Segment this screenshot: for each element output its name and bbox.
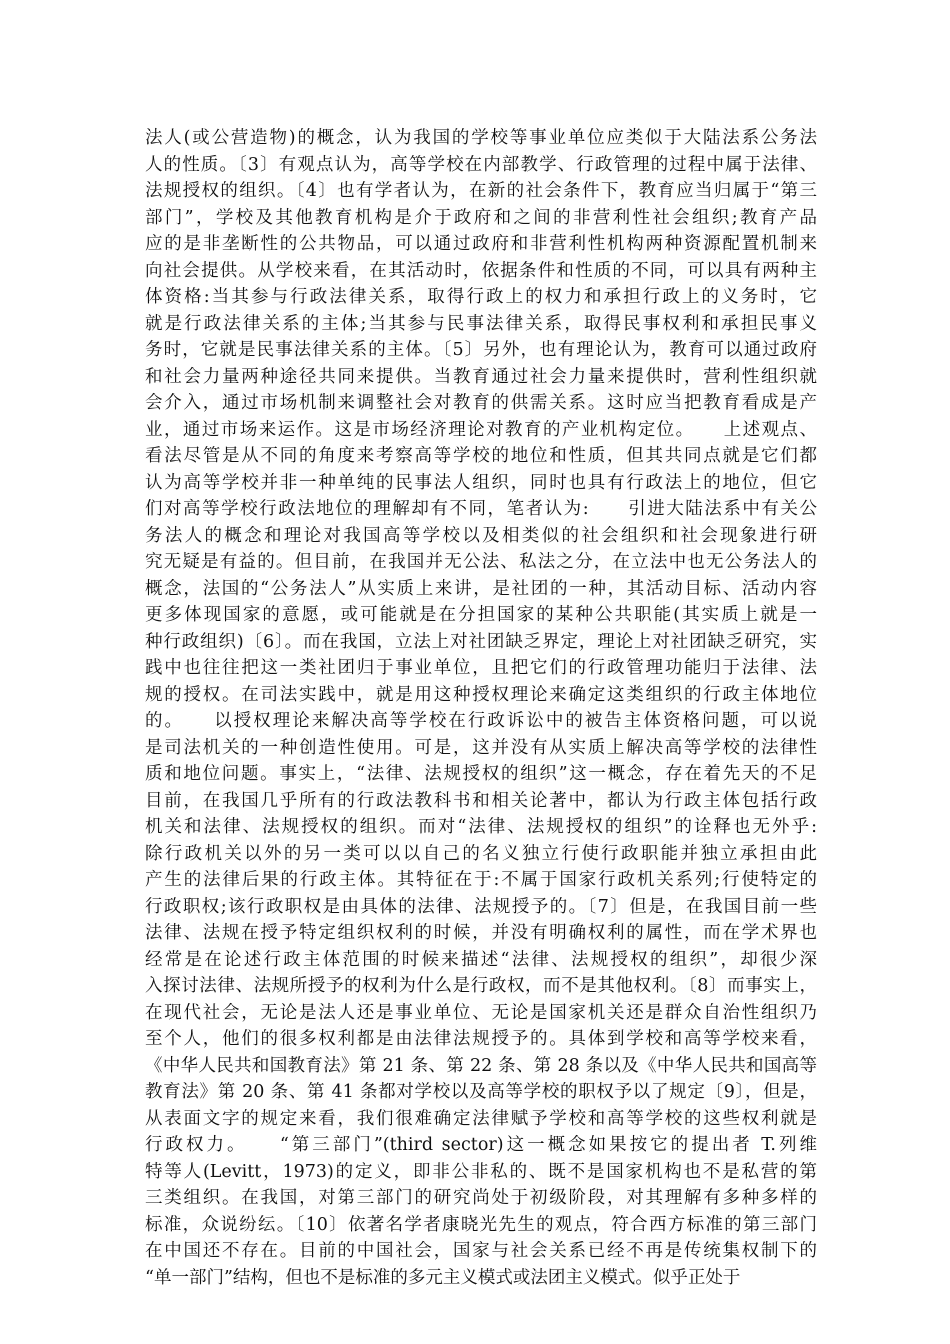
text-line: 《中华人民共和国教育法》第 21 条、第 22 条、第 28 条以及《中华人民共和国高等 (145, 1055, 817, 1076)
text-line: 会介入，通过市场机制来调整社会对教育的供需关系。这时应当把教育看成是产 (145, 393, 817, 413)
text-line: 标准，众说纷纭。〔10〕依著名学者康晓光先生的观点，符合西方标准的第三部门 (145, 1214, 817, 1235)
text-line: 践中也往往把这一类社团归于事业单位，且把它们的行政管理功能归于法律、法 (145, 658, 817, 678)
text-line: 质和地位问题。事实上，“法律、法规授权的组织”这一概念，存在着先天的不足 (145, 764, 817, 784)
text-line: 更多体现国家的意愿，或可能就是在分担国家的某种公共职能(其实质上就是一 (145, 605, 817, 625)
text-line: 法规授权的组织。〔4〕也有学者认为，在新的社会条件下，教育应当归属于“第三 (145, 181, 817, 201)
text-line: 概念，法国的“公务法人”从实质上来讲，是社团的一种，其活动目标、活动内容 (145, 578, 817, 599)
text-line: 们对高等学校行政法地位的理解却有不同，笔者认为: 引进大陆法系中有关公 (145, 499, 817, 519)
text-line: 从表面文字的规定来看，我们很难确定法律赋予学校和高等学校的这些权利就是 (145, 1108, 817, 1129)
text-line: 是司法机关的一种创造性使用。可是，这并没有从实质上解决高等学校的法律性 (145, 737, 817, 758)
text-line: 产生的法律后果的行政主体。其特征在于:不属于国家行政机关系列;行使特定的 (145, 870, 817, 890)
text-line: 人的性质。〔3〕有观点认为，高等学校在内部教学、行政管理的过程中属于法律、 (145, 154, 817, 175)
text-line: 行政权力。 “第三部门”(third sector)这一概念如果按它的提出者 T.列维 (145, 1135, 817, 1155)
text-line: 务时，它就是民事法律关系的主体。〔5〕另外，也有理论认为，教育可以通过政府 (145, 340, 817, 360)
text-line: “单一部门”结构，但也不是标准的多元主义模式或法团主义模式。似乎正处于 (145, 1267, 741, 1288)
text-line: 业，通过市场来运作。这是市场经济理论对教育的产业机构定位。 上述观点、 (145, 419, 817, 440)
text-line: 务法人的概念和理论对我国高等学校以及相类似的社会组织和社会现象进行研 (145, 525, 817, 546)
text-line: 向社会提供。从学校来看，在其活动时，依据条件和性质的不同，可以具有两种主 (145, 260, 817, 281)
text-line: 和社会力量两种途径共同来提供。当教育通过社会力量来提供时，营利性组织就 (145, 366, 817, 387)
text-line: 除行政机关以外的另一类可以以自己的名义独立行使行政职能并独立承担由此 (145, 843, 817, 864)
text-line: 行政职权;该行政职权是由具体的法律、法规授予的。〔7〕但是，在我国目前一些 (145, 896, 817, 917)
text-line: 规的授权。在司法实践中，就是用这种授权理论来确定这类组织的行政主体地位 (145, 684, 817, 705)
text-line: 部门”，学校及其他教育机构是介于政府和之间的非营利性社会组织;教育产品 (145, 207, 817, 228)
text-line: 机关和法律、法规授权的组织。而对“法律、法规授权的组织”的诠释也无外乎: (145, 817, 817, 837)
text-line: 在现代社会，无论是法人还是事业单位、无论是国家机关还是群众自治性组织乃 (145, 1002, 817, 1023)
text-line: 特等人(Levitt，1973)的定义，即非公非私的、既不是国家机构也不是私营的第 (145, 1161, 817, 1182)
text-line: 法律、法规在授予特定组织权利的时候，并没有明确权利的属性，而在学术界也 (145, 923, 817, 943)
text-line: 至个人，他们的很多权利都是由法律法规授予的。具体到学校和高等学校来看， (145, 1029, 817, 1049)
text-line: 的。 以授权理论来解决高等学校在行政诉讼中的被告主体资格问题，可以说 (145, 711, 817, 731)
text-line: 三类组织。在我国，对第三部门的研究尚处于初级阶段，对其理解有多种多样的 (145, 1188, 817, 1208)
text-line: 法人(或公营造物)的概念，认为我国的学校等事业单位应类似于大陆法系公务法 (145, 128, 817, 148)
text-line: 应的是非垄断性的公共物品，可以通过政府和非营利性机构两种资源配置机制来 (145, 234, 817, 254)
text-line: 在中国还不存在。目前的中国社会，国家与社会关系已经不再是传统集权制下的 (145, 1241, 817, 1261)
text-line: 看法尽管是从不同的角度来考察高等学校的地位和性质，但其共同点就是它们都 (145, 446, 817, 466)
text-line: 目前，在我国几乎所有的行政法教科书和相关论著中，都认为行政主体包括行政 (145, 790, 817, 811)
text-line: 种行政组织)〔6〕。而在我国，立法上对社团缺乏界定，理论上对社团缺乏研究，实 (145, 631, 817, 652)
body-text (145, 125, 817, 1291)
text-line: 究无疑是有益的。但目前，在我国并无公法、私法之分，在立法中也无公务法人的 (145, 552, 817, 572)
text-line: 入探讨法律、法规所授予的权利为什么是行政权，而不是其他权利。〔8〕而事实上， (145, 976, 817, 996)
text-line: 体资格:当其参与行政法律关系，取得行政上的权力和承担行政上的义务时，它 (145, 287, 817, 307)
text-line: 经常是在论述行政主体范围的时候来描述“法律、法规授权的组织”，却很少深 (145, 949, 817, 970)
text-line: 教育法》第 20 条、第 41 条都对学校以及高等学校的职权予以了规定〔9〕，但是， (145, 1082, 817, 1102)
text-line: 认为高等学校并非一种单纯的民事法人组织，同时也具有行政法上的地位，但它 (145, 472, 817, 493)
text-line: 就是行政法律关系的主体;当其参与民事法律关系，取得民事权利和承担民事义 (145, 313, 817, 334)
